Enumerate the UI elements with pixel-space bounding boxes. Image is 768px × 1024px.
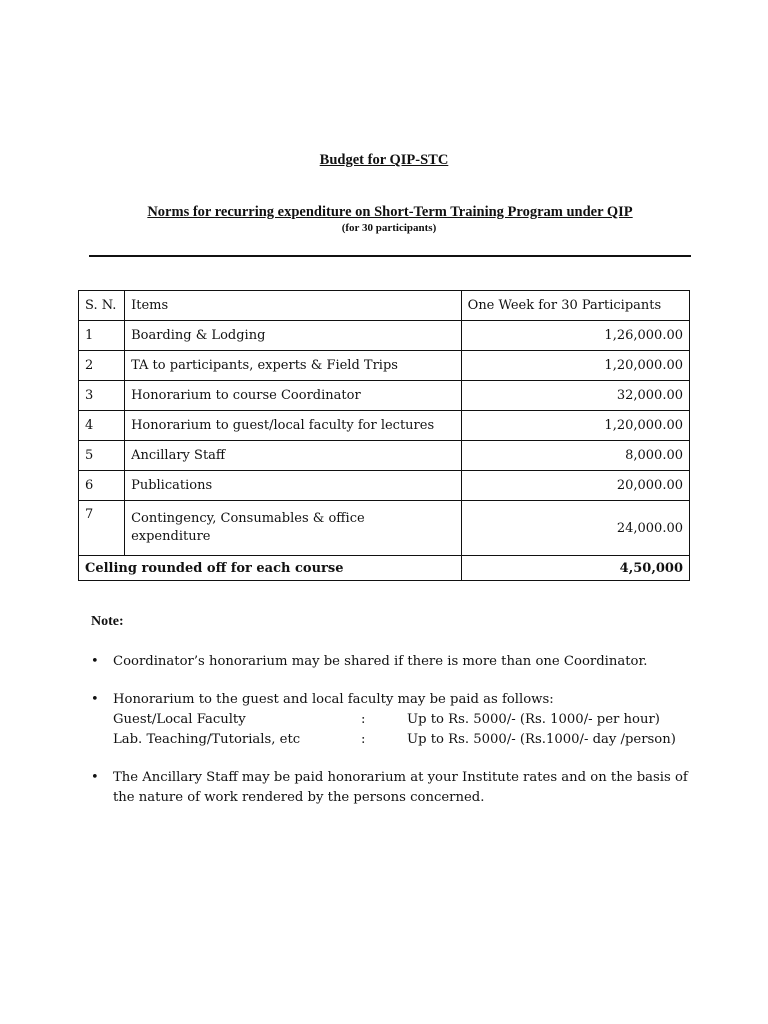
participants-note: (for 30 participants) <box>341 222 437 234</box>
bullet-dot: • <box>91 770 99 785</box>
table-row <box>79 411 690 441</box>
row-item: Ancillary Staff <box>125 441 462 471</box>
row-amount: 32,000.00 <box>461 381 689 411</box>
header-items: Items <box>125 291 462 321</box>
row-sn: 6 <box>79 471 125 501</box>
table-row <box>79 351 690 381</box>
bullet-text-line1: The Ancillary Staff may be paid honorarium at your Institute rates and on the basis of <box>113 770 688 785</box>
header-amount: One Week for 30 Participants <box>461 291 689 321</box>
row-sn: 7 <box>79 501 125 556</box>
bullet-dot: • <box>91 654 99 669</box>
fee-separator: : <box>361 732 366 747</box>
row-item-line2: expenditure <box>131 529 211 544</box>
row-item: TA to participants, experts & Field Trips <box>125 351 462 381</box>
bullet-text: Coordinator’s honorarium may be shared if there is more than one Coordinator. <box>113 654 648 669</box>
fee-rate: Up to Rs. 5000/- (Rs. 1000/- per hour) <box>407 712 660 727</box>
row-item <box>125 501 462 556</box>
row-item: Honorarium to guest/local faculty for lectures <box>125 411 462 441</box>
total-label: Celling rounded off for each course <box>79 556 462 581</box>
table-row <box>79 501 690 556</box>
total-amount: 4,50,000 <box>461 556 689 581</box>
row-sn: 4 <box>79 411 125 441</box>
fee-row-lab <box>113 730 713 750</box>
row-item: Boarding & Lodging <box>125 321 462 351</box>
row-amount: 1,20,000.00 <box>461 411 689 441</box>
table-row <box>79 471 690 501</box>
table-total-row <box>79 556 690 581</box>
row-sn: 5 <box>79 441 125 471</box>
row-sn: 2 <box>79 351 125 381</box>
row-amount: 1,26,000.00 <box>461 321 689 351</box>
fee-separator: : <box>361 712 366 727</box>
table-row <box>79 321 690 351</box>
budget-table <box>78 290 690 581</box>
document-subtitle: Norms for recurring expenditure on Short-Term Training Program under QIP <box>147 204 633 220</box>
row-sn: 3 <box>79 381 125 411</box>
header-sn: S. N. <box>79 291 125 321</box>
note-bullet-2 <box>91 690 701 750</box>
fee-category: Lab. Teaching/Tutorials, etc <box>113 732 301 747</box>
row-item-line1: Contingency, Consumables & office <box>131 511 365 526</box>
row-sn: 1 <box>79 321 125 351</box>
row-amount: 20,000.00 <box>461 471 689 501</box>
table-header-row <box>79 291 690 321</box>
document-title: Budget for QIP-STC <box>319 152 449 168</box>
horizontal-rule <box>89 255 691 257</box>
fee-rate: Up to Rs. 5000/- (Rs.1000/- day /person) <box>407 732 676 747</box>
row-amount: 1,20,000.00 <box>461 351 689 381</box>
table-row <box>79 441 690 471</box>
fee-row-guest <box>113 710 713 730</box>
row-item: Honorarium to course Coordinator <box>125 381 462 411</box>
bullet-dot: • <box>91 692 99 707</box>
row-amount: 24,000.00 <box>461 501 689 556</box>
row-amount: 8,000.00 <box>461 441 689 471</box>
note-bullet-3 <box>91 768 701 808</box>
bullet-text-line2: the nature of work rendered by the persons concerned. <box>113 790 485 805</box>
note-label: Note: <box>91 614 124 629</box>
row-item: Publications <box>125 471 462 501</box>
table-row <box>79 381 690 411</box>
fee-category: Guest/Local Faculty <box>113 712 246 727</box>
bullet-text: Honorarium to the guest and local faculty may be paid as follows: <box>113 692 554 707</box>
